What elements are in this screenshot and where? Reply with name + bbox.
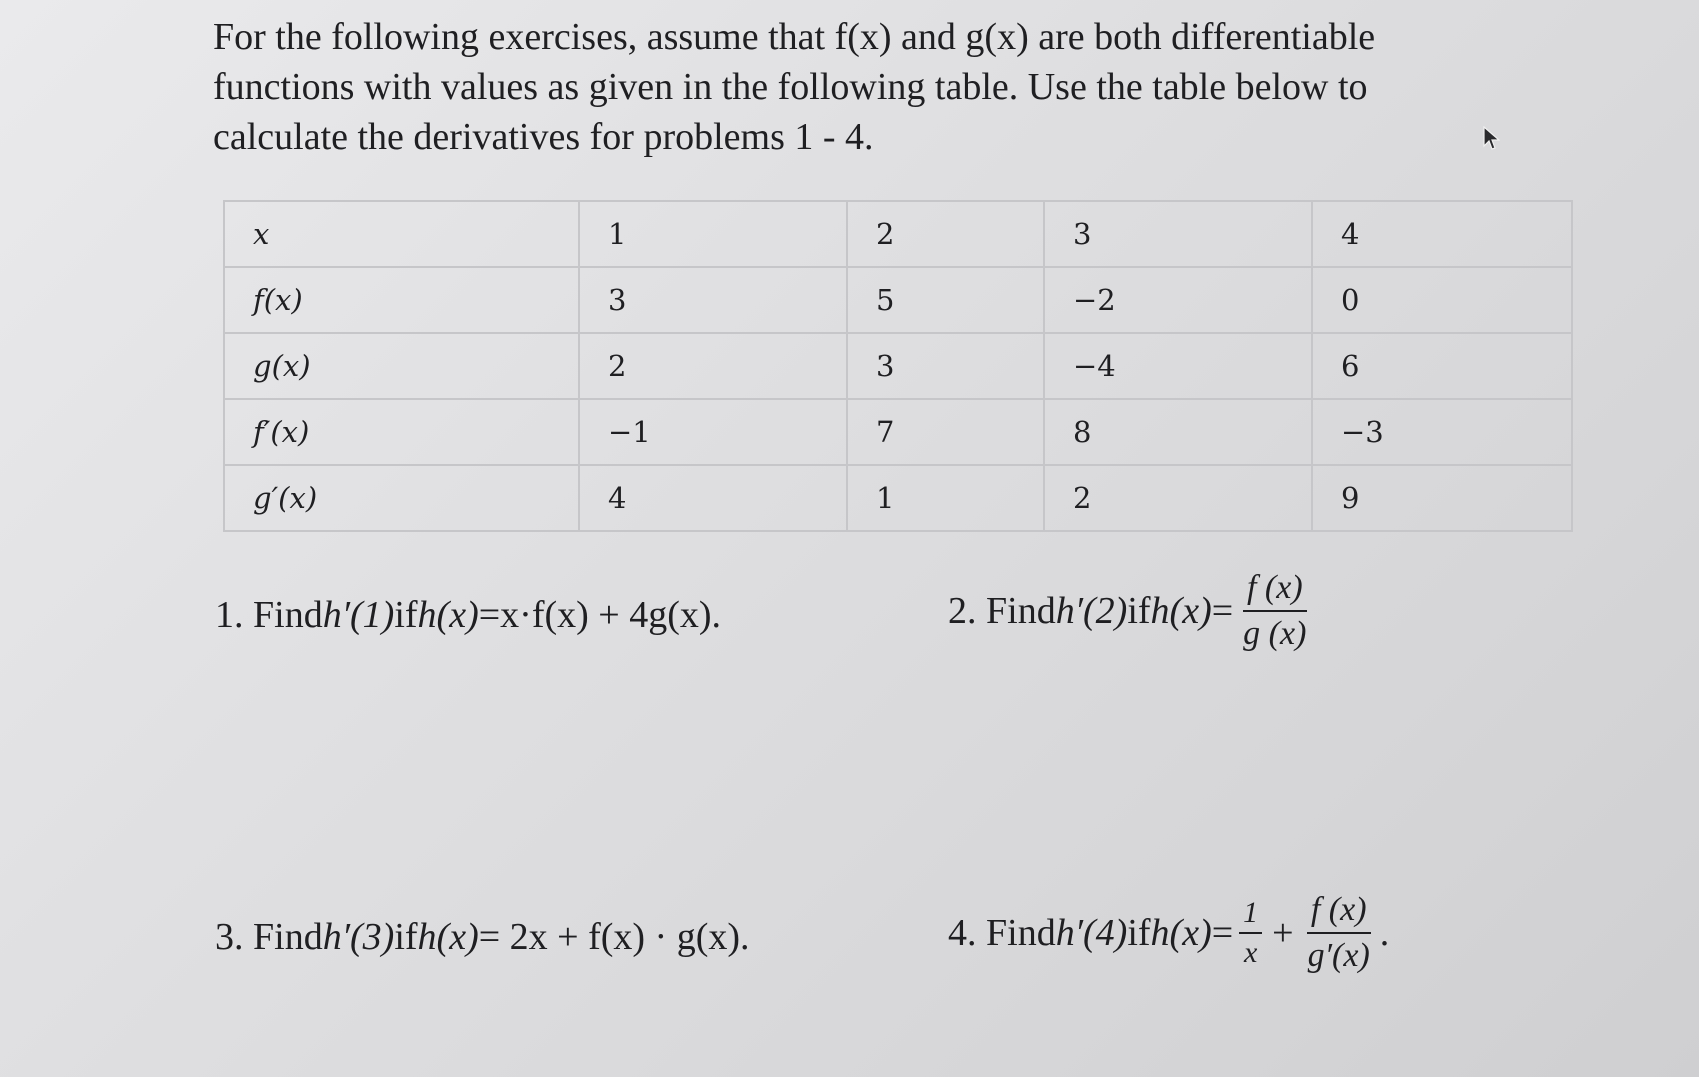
table-cell: 1 (847, 465, 1044, 531)
derivative-term: h′(1) (322, 594, 395, 636)
fraction-denominator: g′(x) (1307, 937, 1370, 974)
function-name: h(x) (1150, 590, 1212, 632)
table-cell: f(x) (224, 267, 579, 333)
problem-1 (215, 593, 721, 637)
table-cell: 6 (1312, 333, 1572, 399)
equals-sign: = (1211, 912, 1234, 954)
table-cell: g(x) (224, 333, 579, 399)
fraction-numerator: 1 (1239, 896, 1262, 934)
problem-connector: if (394, 916, 418, 958)
table-cell: 7 (847, 399, 1044, 465)
function-name: h(x) (417, 916, 479, 958)
problem-4 (948, 890, 1389, 976)
table-cell: 1 (579, 201, 847, 267)
table-row (224, 267, 1572, 333)
table-cell: 2 (847, 201, 1044, 267)
problem-connector: if (1127, 590, 1151, 632)
derivative-term: h′(3) (322, 916, 395, 958)
table-cell: −3 (1312, 399, 1572, 465)
function-name: h(x) (1150, 912, 1212, 954)
table-cell: 3 (847, 333, 1044, 399)
table-cell: g′(x) (224, 465, 579, 531)
table-row (224, 465, 1572, 531)
fraction-denominator: x (1244, 936, 1258, 969)
fraction-denominator: g (x) (1243, 615, 1307, 652)
table-cell: 9 (1312, 465, 1572, 531)
period: . (1379, 912, 1390, 954)
derivative-term: h′(2) (1055, 590, 1128, 632)
table-cell: 3 (579, 267, 847, 333)
table-cell: f′(x) (224, 399, 579, 465)
table-cell: 2 (579, 333, 847, 399)
quotient-fraction (1239, 568, 1310, 654)
fraction-numerator: f (x) (1307, 890, 1371, 934)
problem-connector: if (394, 594, 418, 636)
function-definition: = 2x + f(x) · g(x). (478, 916, 750, 958)
table-cell: x (224, 201, 579, 267)
values-table (223, 200, 1573, 532)
table-cell: 5 (847, 267, 1044, 333)
derivative-term: h′(4) (1055, 912, 1128, 954)
problem-prefix: 2. Find (948, 590, 1056, 632)
quotient-fraction (1304, 890, 1374, 976)
equals-sign: = (1211, 590, 1234, 632)
problem-prefix: 3. Find (215, 916, 323, 958)
problem-prefix: 1. Find (215, 594, 323, 636)
reciprocal-fraction (1239, 896, 1262, 970)
problem-connector: if (1127, 912, 1151, 954)
plus-sign: + (1272, 912, 1294, 954)
function-definition: =x·f(x) + 4g(x). (478, 594, 722, 636)
table-cell: −1 (579, 399, 847, 465)
problem-2 (948, 568, 1316, 654)
table-cell: −2 (1044, 267, 1312, 333)
table-cell: 0 (1312, 267, 1572, 333)
table-row (224, 399, 1572, 465)
function-name: h(x) (417, 594, 479, 636)
table-cell: 4 (579, 465, 847, 531)
mouse-pointer-icon (1482, 126, 1500, 152)
problem-3 (215, 915, 750, 959)
problem-prefix: 4. Find (948, 912, 1056, 954)
table-row (224, 333, 1572, 399)
table-cell: 8 (1044, 399, 1312, 465)
table-cell: −4 (1044, 333, 1312, 399)
fraction-numerator: f (x) (1243, 568, 1307, 612)
table-header-row (224, 201, 1572, 267)
table-cell: 3 (1044, 201, 1312, 267)
table-cell: 4 (1312, 201, 1572, 267)
instructions-text: For the following exercises, assume that f(x) and g(x) are both differentiable functions with values as given in the following table. Use the table below to calculate the derivatives for problems 1 - 4. (213, 16, 1376, 158)
table-cell: 2 (1044, 465, 1312, 531)
